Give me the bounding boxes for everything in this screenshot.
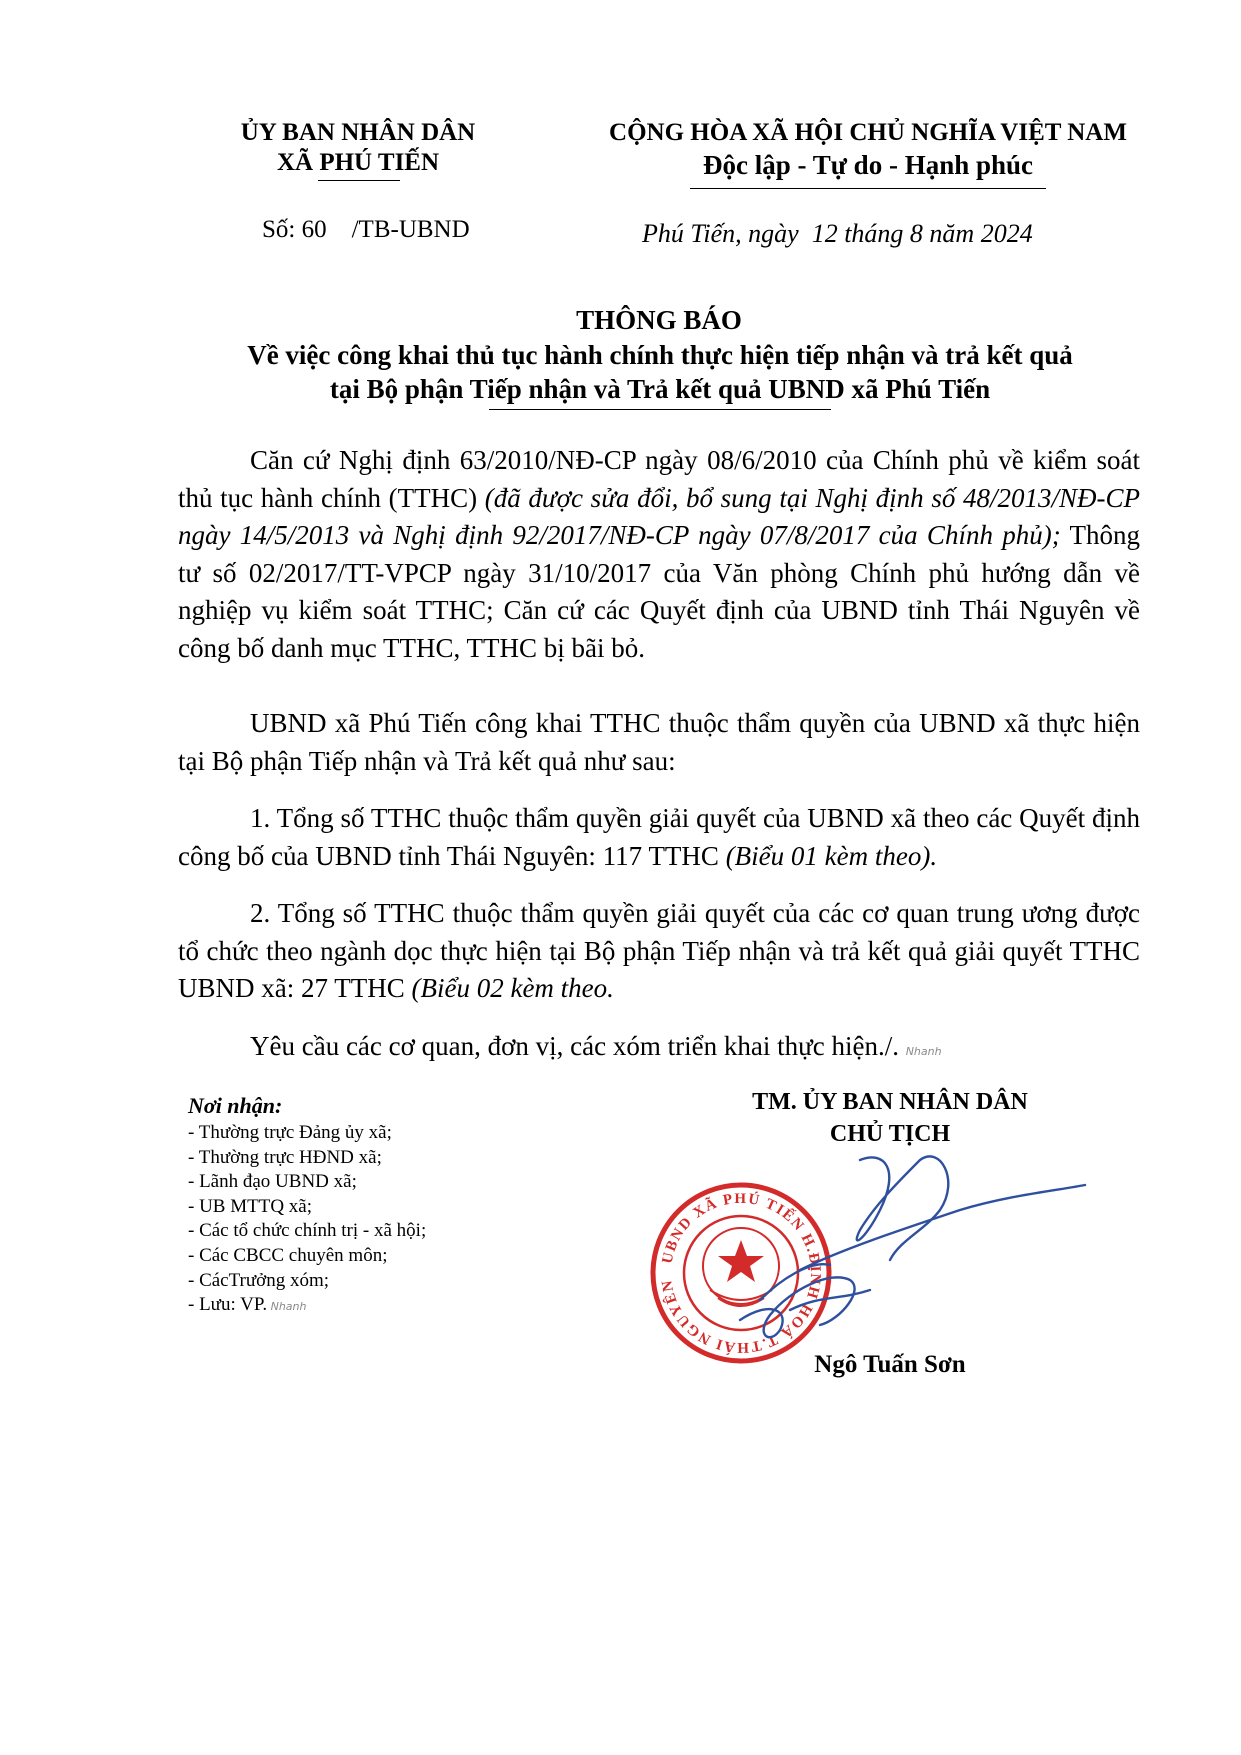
paragraph-item-1: 1. Tổng số TTHC thuộc thẩm quyền giải quyết của UBND xã theo các Quyết định công bố của UBND tỉnh Thái Nguyên: 117 TTHC (Biểu 01 kèm theo).: [178, 803, 1140, 871]
title-underline: [489, 409, 831, 410]
agency-line-1: ỦY BAN NHÂN DÂN: [240, 119, 476, 146]
list-item: - UB MTTQ xã;: [188, 1195, 313, 1217]
signer-name: Ngô Tuấn Sơn: [814, 1351, 966, 1378]
initials-mark: Nhanh: [905, 1045, 942, 1058]
recipients-list: [188, 1121, 588, 1320]
list-item: - Các CBCC chuyên môn;: [188, 1244, 388, 1266]
motto: Độc lập - Tự do - Hạnh phúc: [702, 150, 1034, 180]
document-title: THÔNG BÁO: [576, 305, 742, 335]
national-motto: [578, 118, 1158, 182]
paragraph-announcement: UBND xã Phú Tiến công khai TTHC thuộc thẩm quyền của UBND xã thực hiện tại Bộ phận Tiếp nhận và Trả kết quả như sau:: [178, 708, 1140, 776]
paragraph-item-2: 2. Tổng số TTHC thuộc thẩm quyền giải quyết của các cơ quan trung ương được tổ chức theo ngành dọc thực hiện tại Bộ phận Tiếp nhận và trả kết quả giải quyết TTHC UBND xã: 27 TTHC (Biểu 02 kèm theo.: [178, 898, 1140, 1003]
paragraph-legal-basis: Căn cứ Nghị định 63/2010/NĐ-CP ngày 08/6/2010 của Chính phủ về kiểm soát thủ tục hành chính (TTHC) (đã được sửa đổi, bổ sung tại Nghị định số 48/2013/NĐ-CP ngày 14/5/2013 và Nghị định 92/2017/NĐ-CP ngày 07/8/2017 của Chính phủ); Thông tư số 02/2017/TT-VPCP ngày 31/10/2017 của Văn phòng Chính phủ hướng dẫn về nghiệp vụ kiểm soát TTHC; Căn cứ các Quyết định của UBND tỉnh Thái Nguyên về công bố danh mục TTHC, TTHC bị bãi bỏ.: [178, 445, 1140, 663]
list-item: - Thường trực HĐND xã;: [188, 1146, 382, 1168]
recipients-title: Nơi nhận:: [188, 1093, 283, 1118]
paragraph-closing: Yêu cầu các cơ quan, đơn vị, các xóm triển khai thực hiện./. Nhanh: [250, 1031, 942, 1061]
initials-mark: Nhanh: [267, 1300, 307, 1314]
list-item: - Lãnh đạo UBND xã;: [188, 1171, 357, 1193]
document-subtitle-1: Về việc công khai thủ tục hành chính thực hiện tiếp nhận và trả kết quả: [247, 340, 1073, 370]
handwritten-signature: [700, 1150, 1100, 1350]
list-item: - CácTrưởng xóm;: [188, 1269, 330, 1291]
document-number: Số: 60 /TB-UBND: [262, 216, 470, 243]
signature-line-1: TM. ỦY BAN NHÂN DÂN: [752, 1089, 1028, 1115]
recipients-block: [188, 1093, 588, 1320]
country-name: CỘNG HÒA XÃ HỘI CHỦ NGHĨA VIỆT NAM: [609, 119, 1127, 146]
svg-text:UBND XÃ PHÚ TIẾN H.ĐỊNH HOÁ T.: UBND XÃ PHÚ TIẾN H.ĐỊNH HOÁ T.THÁI NGUYÊN: [659, 1190, 824, 1356]
place-date: Phú Tiến, ngày 12 tháng 8 năm 2024: [642, 219, 1033, 248]
document-subtitle-2: tại Bộ phận Tiếp nhận và Trả kết quả UBND xã Phú Tiến: [329, 374, 991, 404]
list-item: - Các tổ chức chính trị - xã hội;: [188, 1220, 427, 1242]
motto-underline: [690, 188, 1046, 189]
list-item: - Lưu: VP. Nhanh: [188, 1294, 307, 1316]
agency-line-2: XÃ PHÚ TIẾN: [276, 149, 440, 176]
list-item: - Thường trực Đảng ủy xã;: [188, 1122, 392, 1143]
agency-name: [208, 118, 508, 178]
signature-line-2: CHỦ TỊCH: [829, 1121, 951, 1147]
agency-underline: [318, 180, 400, 181]
signature-title: [660, 1086, 1120, 1150]
